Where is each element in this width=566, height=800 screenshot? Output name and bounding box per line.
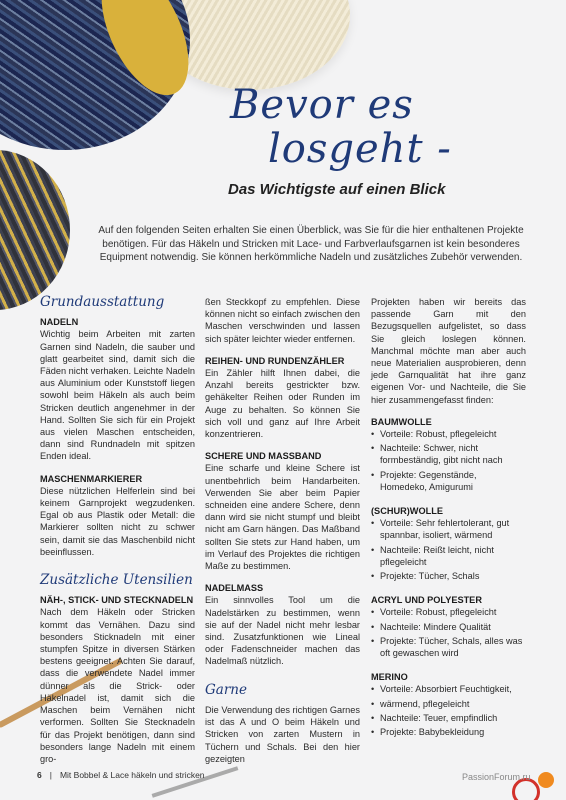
footer [37, 770, 205, 780]
list-item: • Nachteile: Mindere Qualität [371, 621, 526, 633]
list-item: • Vorteile: Robust, pflegeleicht [371, 606, 526, 618]
heading-schurwolle: (SCHUR)WOLLE [371, 506, 443, 517]
list-item: • Nachteile: Schwer, nicht formbeständig, gibt nicht nach [371, 442, 526, 466]
list-acryl [371, 606, 526, 659]
section-heading-zusaetzliche-utensilien: Zusätzliche Utensilien [40, 572, 193, 589]
orange-stitch-marker-icon [538, 772, 554, 788]
blue-yarn-ball [0, 0, 190, 150]
list-item: • Vorteile: Absorbiert Feuchtigkeit, [371, 683, 526, 695]
heading-naehnadeln: NÄH-, STICK- UND STECKNADELN [40, 595, 194, 606]
grey-yarn-ball [0, 150, 70, 310]
footer-separator: | [49, 770, 52, 780]
intro-text: Auf den folgenden Seiten erhalten Sie einen Überblick, was Sie für die hier enthaltenen Projekte benötigen. Für das Häkeln und Stricken mit Lace- und Farbverlaufsgarnen ist kein besonderes Equipment notwendig. Sie können herkömmliche Nadeln und zusätzliches Zubehör verwenden. [98, 225, 524, 263]
list-item: • Projekte: Gegenstände, Homedeko, Amigurumi [371, 469, 526, 493]
list-item: • Vorteile: Robust, pflegeleicht [371, 428, 526, 440]
column-1 [40, 296, 195, 765]
text-garne: Die Verwendung des richtigen Garnes ist das A und O beim Häkeln und Stricken von zarten Mustern in Tüchern und Schals. Bei den hier gezeigten [205, 704, 360, 764]
list-schurwolle [371, 517, 526, 582]
section-heading-garne: Garne [205, 681, 247, 698]
text-schere: Eine scharfe und kleine Schere ist unentbehrlich beim Handarbeiten. Verwenden Sie aber beim Papier schneiden eine andere Schere, denn dann wird sie nicht stumpf und bleibt nicht am Garn hängen. Das Maßband sollten Sie stets zur Hand haben, um im Verlauf des Projektes die richtigen Maße zu bestimmen. [205, 463, 360, 572]
heading-merino: MERINO [371, 672, 408, 683]
subtitle: Das Wichtigste auf einen Blick [228, 181, 446, 198]
text-zaehler: Ein Zähler hilft Ihnen dabei, die Anzahl bereits gestrickter bzw. gehäkelter Reihen oder Runden im Auge zu behalten. So können Sie sich voll und ganz auf Ihre Arbeit konzentrieren. [205, 368, 360, 440]
heading-nadelmass: NADELMASS [205, 583, 264, 594]
page-number: 6 [37, 770, 42, 780]
text-continued: ßen Steckkopf zu empfehlen. Diese können nicht so einfach zwischen den Maschen verschwinden und lassen sich später leichter wieder entfernen. [205, 297, 360, 344]
list-item: • Projekte: Babybekleidung [371, 726, 526, 738]
list-item: • wärmend, pflegeleicht [371, 698, 526, 710]
text-maschenmarkierer: Diese nützlichen Helferlein sind bei keinem Garnprojekt wegzudenken. Egal ob aus Plastik oder Metall: die Markierer sollten nicht zu schwer sein, damit sie das Maschenbild nicht beeinflussen. [40, 485, 195, 557]
text-naehnadeln: Nach dem Häkeln oder Stricken kommt das Vernähen. Dazu sind besonders Sticknadeln mit einer stumpfen Spitze in diversen Stärken bestens geeignet. Achten Sie darauf, dass die verwendete Nadel immer dünner als die Strick- oder Häkelnadel ist, damit sich die Maschen beim Vernähen nicht verformen. Sollten Sie Stecknadeln für das Projekt benötigen, dann sind besonders lange Nadeln mit einem gro- [40, 607, 195, 764]
list-item: • Nachteile: Reißt leicht, nicht pflegeleicht [371, 544, 526, 568]
heading-zaehler: REIHEN- UND RUNDENZÄHLER [205, 355, 345, 366]
list-item: • Nachteile: Teuer, empfindlich [371, 712, 526, 724]
heading-schere: SCHERE UND MASSBAND [205, 451, 322, 462]
heading-maschenmarkierer: MASCHENMARKIERER [40, 473, 143, 484]
heading-nadeln: NADELN [40, 317, 79, 328]
text-nadeln: Wichtig beim Arbeiten mit zarten Garnen sind Nadeln, die sauber und glatt gearbeitet sind, damit sich die Fäden nicht verhaken. Leichte Nadeln aus Aluminium oder Kunststoff liegen sowohl beim Häkeln als auch beim Stricken deutlich angenehmer in der Hand. Sollten Sie sich für ein Projekt aus vielen Maschen entscheiden, dann sind Rundnadeln mit spitzen Enden ideal. [40, 329, 195, 462]
column-2 [205, 296, 360, 765]
title-line-1: Bevor es [230, 82, 414, 128]
book-title: Mit Bobbel & Lace häkeln und stricken [59, 770, 205, 780]
list-item: • Projekte: Tücher, Schals [371, 570, 526, 582]
list-item: • Vorteile: Sehr fehlertolerant, gut spannbar, isoliert, wärmend [371, 517, 526, 541]
text-continued: Projekten haben wir bereits das passende Garn mit den Bezugsquellen aufgelistet, so dass Sie gleich loslegen können. Manchmal möchte man aber auch neue Materialien ausprobieren, denn jede Garnqualität hat ihre ganz eigenen Vor- und Nachteile, die Sie hier zusammengefasst finden: [371, 297, 526, 405]
text-nadelmass: Ein sinnvolles Tool um die Nadelstärken zu bestimmen, wenn sie auf der Nadel nicht mehr lesbar sind. Zusatzfunktionen wie Lineal oder Fadenschneider machen das Nadelmaß nützlich. [205, 595, 360, 667]
title-line-2: losgeht - [268, 126, 452, 172]
section-heading-grundausstattung: Grundausstattung [40, 294, 165, 310]
list-merino [371, 683, 526, 738]
heading-baumwolle: BAUMWOLLE [371, 416, 432, 427]
list-item: • Projekte: Tücher, Schals, alles was oft gewaschen wird [371, 635, 526, 659]
heading-acryl: ACRYL UND POLYESTER [371, 595, 482, 606]
column-3 [371, 296, 526, 740]
watermark: PassionForum.ru [462, 772, 531, 782]
list-baumwolle [371, 428, 526, 493]
